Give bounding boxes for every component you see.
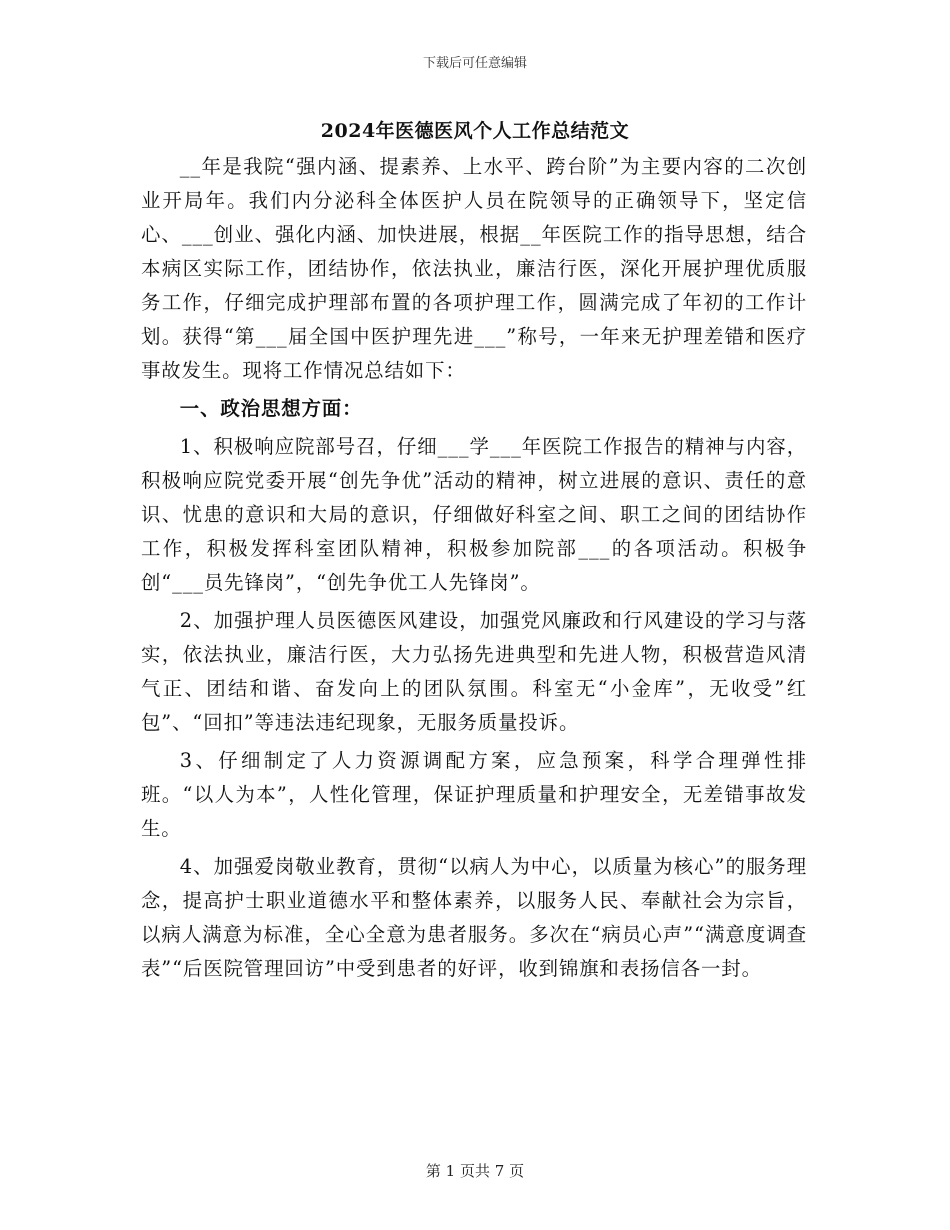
document-body	[141, 150, 807, 986]
intro-paragraph: __年是我院“强内涵、提素养、上水平、跨台阶”为主要内容的二次创业开局年。我们内分泌科全体医护人员在院领导的正确领导下，坚定信心、___创业、强化内涵、加快进展，根据__年医院工作的指导思想，结合本病区实际工作，团结协作，依法执业，廉洁行医，深化开展护理优质服务工作，仔细完成护理部布置的各项护理工作，圆满完成了年初的工作计划。获得“第___届全国中医护理先进___”称号，一年来无护理差错和医疗事故发生。现将工作情况总结如下：	[141, 155, 807, 382]
download-note: 下载后可任意编辑	[422, 56, 527, 71]
section-heading-political: 一、政治思想方面：	[179, 397, 363, 420]
page-number: 第 1 页共 7 页	[425, 1162, 525, 1180]
list-item-2: 2、加强护理人员医德医风建设，加强党风廉政和行风建设的学习与落实，依法执业，廉洁行医，大力弘扬先进典型和先进人物，积极营造风清气正、团结和谐、奋发向上的团队氛围。科室无“小金库”，无收受”红包”、“回扣”等违法违纪现象，无服务质量投诉。	[141, 609, 807, 734]
document-title: 2024年医德医风个人工作总结范文	[320, 120, 630, 142]
list-item-3: 3、仔细制定了人力资源调配方案，应急预案，科学合理弹性排班。“以人为本”，人性化管理，保证护理质量和护理安全，无差错事故发生。	[141, 749, 807, 840]
list-item-4: 4、加强爱岗敬业教育，贯彻“以病人为中心，以质量为核心”的服务理念，提高护士职业道德水平和整体素养，以服务人民、奉献社会为宗旨，以病人满意为标准，全心全意为患者服务。多次在“病员心声”“满意度调查表”“后医院管理回访”中受到患者的好评，收到锦旗和表扬信各一封。	[141, 855, 807, 980]
list-item-1: 1、积极响应院部号召，仔细___学___年医院工作报告的精神与内容，积极响应院党委开展“创先争优”活动的精神，树立进展的意识、责任的意识、忧患的意识和大局的意识，仔细做好科室之间、职工之间的团结协作工作，积极发挥科室团队精神，积极参加院部___的各项活动。积极争创“___员先锋岗”，“创先争优工人先锋岗”。	[141, 435, 807, 594]
